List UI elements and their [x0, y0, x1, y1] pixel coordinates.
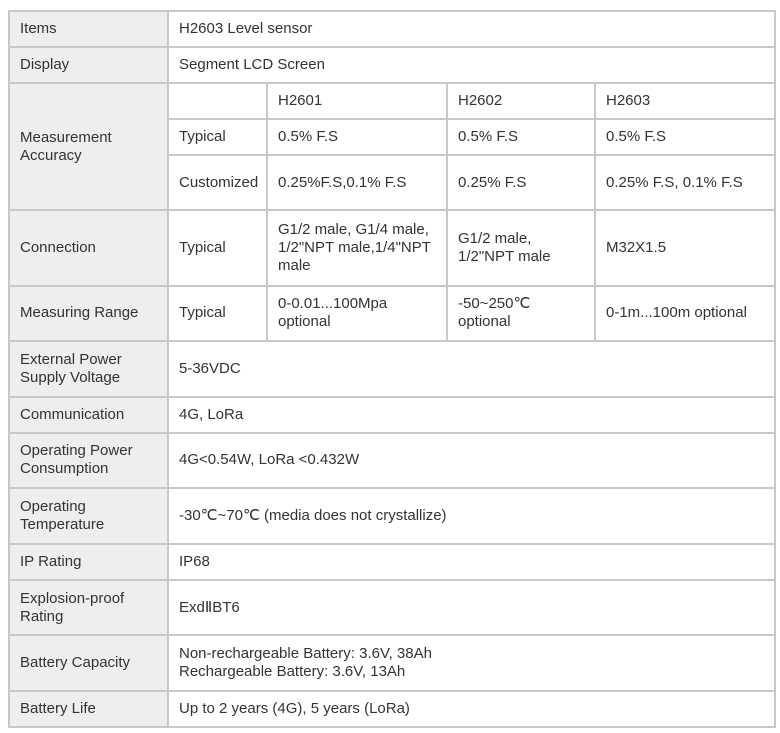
connection-label: Connection [10, 211, 167, 284]
connection-h2602: G1/2 male, 1/2"NPT male [448, 211, 594, 284]
life-label: Battery Life [10, 692, 167, 726]
ip-label: IP Rating [10, 545, 167, 579]
explosion-value: ExdⅡBT6 [169, 581, 774, 635]
range-typical-label: Typical [169, 287, 266, 341]
temperature-value: -30℃~70℃ (media does not crystallize) [169, 489, 774, 543]
connection-h2601: G1/2 male, G1/4 male, 1/2"NPT male,1/4"NPT male [268, 211, 446, 284]
model-h2603: H2603 [596, 84, 774, 118]
power-supply-value: 5-36VDC [169, 342, 774, 396]
model-h2601: H2601 [268, 84, 446, 118]
row-items [10, 12, 774, 46]
range-h2601: 0-0.01...100Mpa optional [268, 287, 446, 341]
accuracy-typical-h2602: 0.5% F.S [448, 120, 594, 154]
row-connection [10, 211, 774, 284]
temperature-label: Operating Temperature [10, 489, 167, 543]
battery-line-rechargeable: Rechargeable Battery: 3.6V, 13Ah [179, 663, 406, 681]
consumption-label: Operating Power Consumption [10, 434, 167, 488]
accuracy-typical-h2601: 0.5% F.S [268, 120, 446, 154]
row-battery-life [10, 692, 774, 726]
display-label: Display [10, 48, 167, 82]
accuracy-customized-h2601: 0.25%F.S,0.1% F.S [268, 156, 446, 210]
accuracy-typical-label: Typical [169, 120, 266, 154]
row-operating-temperature [10, 489, 774, 543]
row-explosion-proof [10, 581, 774, 635]
battery-value [169, 636, 774, 690]
accuracy-blank-cell [169, 84, 266, 118]
row-power-consumption [10, 434, 774, 488]
items-value: H2603 Level sensor [169, 12, 774, 46]
row-power-supply [10, 342, 774, 396]
communication-value: 4G, LoRa [169, 398, 774, 432]
life-value: Up to 2 years (4G), 5 years (LoRa) [169, 692, 774, 726]
connection-h2603: M32X1.5 [596, 211, 774, 284]
spec-table [8, 10, 776, 728]
row-battery-capacity [10, 636, 774, 690]
accuracy-customized-label: Customized [169, 156, 266, 210]
communication-label: Communication [10, 398, 167, 432]
items-label: Items [10, 12, 167, 46]
accuracy-customized-h2602: 0.25% F.S [448, 156, 594, 210]
battery-line-non-rechargeable: Non-rechargeable Battery: 3.6V, 38Ah [179, 645, 432, 663]
battery-label: Battery Capacity [10, 636, 167, 690]
row-display [10, 48, 774, 82]
row-communication [10, 398, 774, 432]
model-h2602: H2602 [448, 84, 594, 118]
range-label: Measuring Range [10, 287, 167, 341]
accuracy-typical-h2603: 0.5% F.S [596, 120, 774, 154]
ip-value: IP68 [169, 545, 774, 579]
range-h2602: -50~250℃ optional [448, 287, 594, 341]
accuracy-customized-h2603: 0.25% F.S, 0.1% F.S [596, 156, 774, 210]
power-supply-label: External Power Supply Voltage [10, 342, 167, 396]
consumption-value: 4G<0.54W, LoRa <0.432W [169, 434, 774, 488]
connection-typical-label: Typical [169, 211, 266, 284]
range-h2603: 0-1m...100m optional [596, 287, 774, 341]
display-value: Segment LCD Screen [169, 48, 774, 82]
row-ip-rating [10, 545, 774, 579]
explosion-label: Explosion-proof Rating [10, 581, 167, 635]
row-measuring-range [10, 287, 774, 341]
row-accuracy-models [10, 84, 774, 118]
accuracy-label: Measurement Accuracy [10, 84, 167, 210]
